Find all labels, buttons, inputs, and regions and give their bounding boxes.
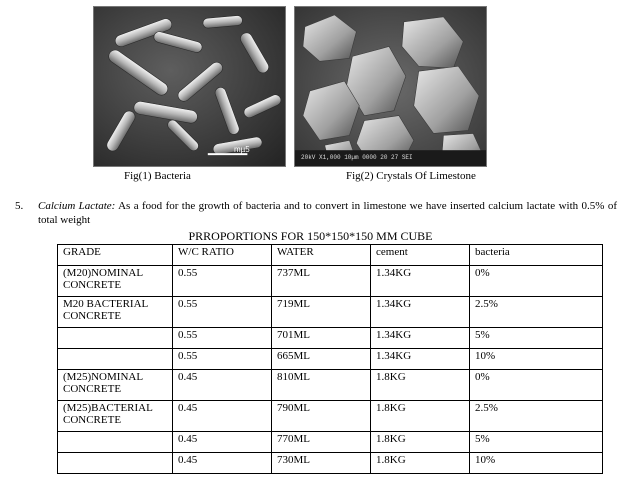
- header-water: WATER: [272, 245, 371, 266]
- cell-water: 719ML: [272, 297, 371, 328]
- cell-water: 790ML: [272, 401, 371, 432]
- figure-limestone-caption: Fig(2) Crystals Of Limestone: [346, 170, 476, 182]
- cell-wc-ratio: 0.55: [173, 266, 272, 297]
- cell-wc-ratio: 0.45: [173, 370, 272, 401]
- table-row: [58, 370, 603, 401]
- cell-bacteria: 10%: [470, 349, 603, 370]
- cell-wc-ratio: 0.45: [173, 401, 272, 432]
- cell-wc-ratio: 0.45: [173, 432, 272, 453]
- header-grade: GRADE: [58, 245, 173, 266]
- figure-limestone-sem-info: 20kV X1,000 10µm 0000 20 27 SEI: [301, 154, 413, 161]
- figure-bacteria-image: [93, 6, 286, 167]
- cell-cement: 1.34KG: [371, 266, 470, 297]
- paragraph-number: 5.: [15, 200, 24, 212]
- cell-wc-ratio: 0.55: [173, 349, 272, 370]
- cell-grade: (M25)BACTERIAL CONCRETE: [58, 401, 173, 432]
- table-header-row: [58, 245, 603, 266]
- figure-limestone-image: [294, 6, 487, 167]
- calcium-lactate-paragraph: [15, 199, 617, 227]
- cell-bacteria: 10%: [470, 453, 603, 474]
- header-cement: cement: [371, 245, 470, 266]
- figure-bacteria-caption: Fig(1) Bacteria: [124, 170, 191, 182]
- cell-wc-ratio: 0.45: [173, 453, 272, 474]
- cell-bacteria: 2.5%: [470, 297, 603, 328]
- table-title: PRROPORTIONS FOR 150*150*150 MM CUBE: [188, 229, 433, 243]
- cell-grade: M20 BACTERIAL CONCRETE: [58, 297, 173, 328]
- cell-grade: [58, 328, 173, 349]
- paragraph-text: As a food for the growth of bacteria and to convert in limestone we have inserted calcium lactate with 0.5% of total weight: [38, 200, 617, 226]
- cell-bacteria: 0%: [470, 266, 603, 297]
- cell-grade: [58, 349, 173, 370]
- proportions-table: [57, 244, 603, 474]
- cell-bacteria: 2.5%: [470, 401, 603, 432]
- cell-cement: 1.34KG: [371, 349, 470, 370]
- table-row: [58, 401, 603, 432]
- paragraph-term: Calcium Lactate:: [38, 200, 116, 212]
- cell-grade: [58, 453, 173, 474]
- table-row: [58, 328, 603, 349]
- cell-cement: 1.34KG: [371, 297, 470, 328]
- cell-cement: 1.8KG: [371, 370, 470, 401]
- table-row: [58, 432, 603, 453]
- table-row: [58, 266, 603, 297]
- cell-grade: (M25)NOMINAL CONCRETE: [58, 370, 173, 401]
- cell-bacteria: 5%: [470, 328, 603, 349]
- cell-grade: [58, 432, 173, 453]
- figure-bacteria-scalebar: mµ5: [234, 145, 250, 154]
- cell-cement: 1.8KG: [371, 453, 470, 474]
- cell-bacteria: 5%: [470, 432, 603, 453]
- cell-water: 665ML: [272, 349, 371, 370]
- header-bacteria: bacteria: [470, 245, 603, 266]
- table-row: [58, 453, 603, 474]
- cell-water: 737ML: [272, 266, 371, 297]
- cell-cement: 1.8KG: [371, 401, 470, 432]
- cell-water: 770ML: [272, 432, 371, 453]
- cell-wc-ratio: 0.55: [173, 297, 272, 328]
- cell-water: 701ML: [272, 328, 371, 349]
- cell-grade: (M20)NOMINAL CONCRETE: [58, 266, 173, 297]
- cell-wc-ratio: 0.55: [173, 328, 272, 349]
- table-row: [58, 297, 603, 328]
- cell-cement: 1.34KG: [371, 328, 470, 349]
- cell-water: 810ML: [272, 370, 371, 401]
- header-wc-ratio: W/C RATIO: [173, 245, 272, 266]
- table-row: [58, 349, 603, 370]
- cell-cement: 1.8KG: [371, 432, 470, 453]
- cell-bacteria: 0%: [470, 370, 603, 401]
- cell-water: 730ML: [272, 453, 371, 474]
